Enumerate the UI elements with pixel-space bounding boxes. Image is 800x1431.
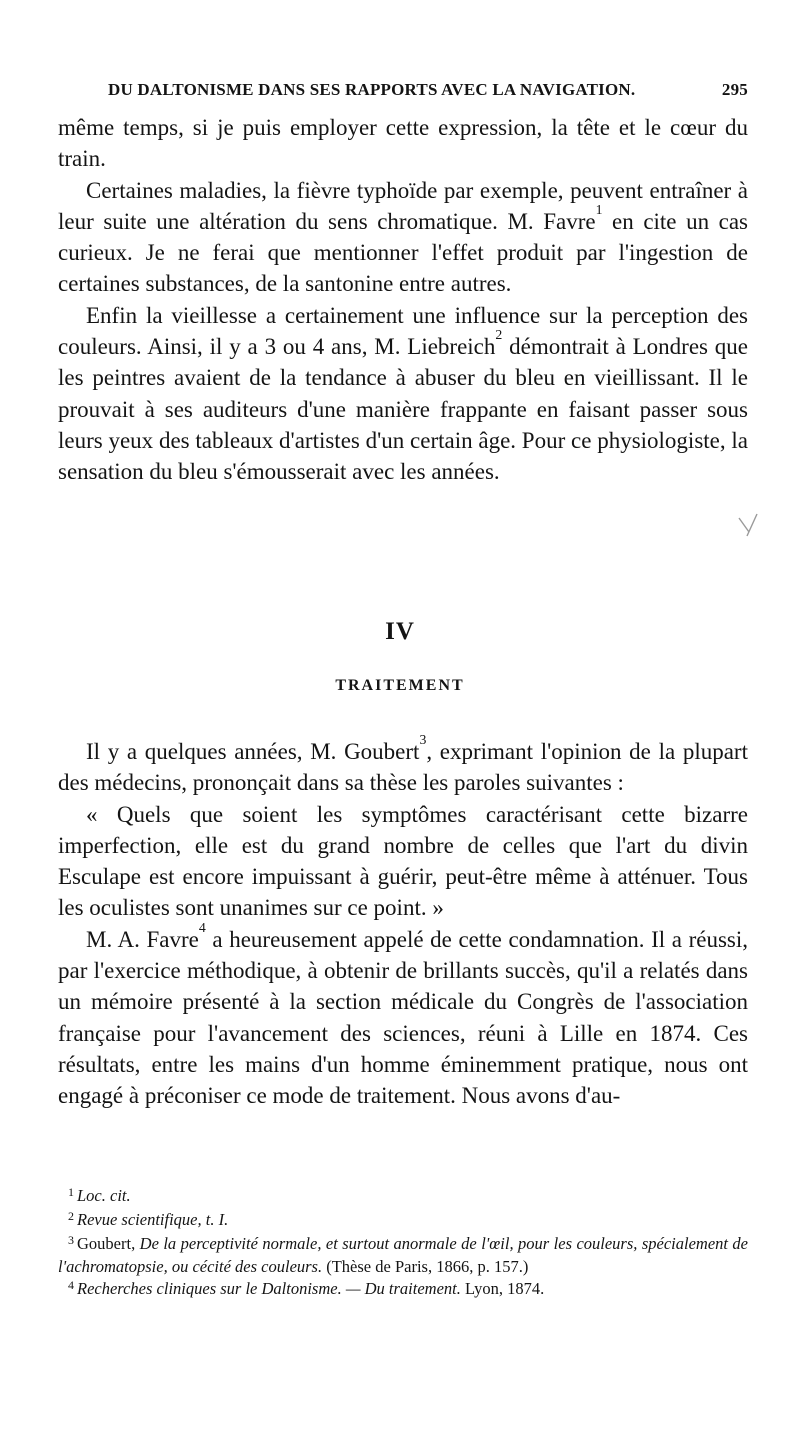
footnote-ref: 2 — [495, 327, 503, 343]
upper-body-text — [58, 112, 748, 488]
footnote-text: Revue scientifique, t. I. — [77, 1209, 229, 1229]
paragraph-vieillesse — [58, 300, 748, 488]
paragraph-text: a heureusement appelé de cette condamnation. Il a réussi, par l'exercice méthodique, à obtenir de brillants succès, qu'il a relatés dans un mémoire présenté à la section médicale du Congrès de l'association française pour l'avancement des sciences, réuni à Lille en 1874. Ces résultats, entre les mains d'un homme éminemment pratique, nous ont engagé à préconiser ce mode de traitement. Nous avons d'au- — [58, 926, 748, 1109]
section-title: TRAITEMENT — [335, 677, 465, 694]
footnote-author: Goubert, — [77, 1233, 140, 1253]
footnote-mark: 2 — [68, 1209, 74, 1223]
footnotes — [58, 1185, 748, 1302]
footnote-text: (Thèse de Paris, 1866, p. 157.) — [322, 1257, 529, 1277]
running-head — [108, 80, 748, 104]
footnote-title: Recherches cliniques sur le Daltonisme. — Du traitement. — [77, 1279, 461, 1299]
paragraph-text: Certaines maladies, la fièvre typhoïde par exemple, peuvent entraîner à leur suite une altération du sens chromatique. M. Favre — [58, 177, 748, 234]
footnote-1 — [58, 1185, 748, 1209]
footnote-3 — [58, 1233, 748, 1279]
page-number: 295 — [721, 80, 748, 99]
paragraph-text: M. A. Favre — [86, 926, 199, 952]
paragraph-text: démontrait à Londres que les peintres avaient de la tendance à abuser du bleu en vieillissant. Il le prouvait à ses auditeurs d'une manière frappante en faisant passer sous leurs yeux des tableaux d'artistes d'un certain âge. Pour ce physiologiste, la sensation du bleu s'émousserait avec les années. — [58, 334, 749, 485]
paragraph-favre — [58, 919, 748, 1112]
footnote-mark: 1 — [68, 1185, 74, 1200]
footnote-mark: 4 — [68, 1278, 74, 1293]
footnote-mark: 3 — [68, 1232, 74, 1247]
paragraph-quotation — [58, 799, 748, 924]
running-head-title: DU DALTONISME DANS SES RAPPORTS AVEC LA NAVIGATION. — [108, 80, 636, 99]
paragraph-text: Il y a quelques années, M. Goubert — [86, 739, 420, 764]
paragraph-maladies — [58, 175, 748, 300]
section-number: IV — [385, 618, 415, 645]
paragraph-text: « Quels que soient les symptômes caractérisant cette bizarre imperfection, elle est du grand nombre de celles que l'art du divin Esculape est encore impuissant à guérir, peut-être même à atténuer. Tous les oculistes sont unanimes sur ce point. » — [58, 801, 748, 921]
paragraph-goubert — [58, 732, 748, 799]
footnote-ref: 3 — [419, 732, 427, 748]
lower-body-text — [58, 732, 748, 1112]
footnote-text: Loc. cit. — [77, 1186, 131, 1205]
footnote-title: De la perceptivité normale, et surtout anormale de l'œil, pour les couleurs, spécialement de l'achromatopsie, ou cécité des couleurs. — [58, 1233, 748, 1277]
paragraph-text: en cite un cas curieux. Je ne ferai que mentionner l'effet produit par l'ingestion de certaines substances, de la santonine entre autres. — [58, 208, 748, 297]
footnote-text: Lyon, 1874. — [460, 1279, 545, 1299]
footnote-4 — [58, 1278, 748, 1302]
paragraph-text: , exprimant l'opinion de la plupart des médecins, prononçait dans sa thèse les paroles suivantes : — [58, 739, 748, 796]
footnote-2 — [58, 1209, 748, 1233]
footnote-ref: 1 — [595, 202, 603, 218]
paragraph-text: Enfin la vieillesse a certainement une influence sur la perception des couleurs. Ainsi, il y a 3 ou 4 ans, M. Liebreich — [58, 302, 748, 360]
pencil-check-mark — [735, 510, 765, 540]
paragraph-continuation — [58, 112, 748, 175]
footnote-ref: 4 — [198, 919, 206, 935]
paragraph-text: même temps, si je puis employer cette expression, la tête et le cœur du train. — [58, 115, 748, 172]
